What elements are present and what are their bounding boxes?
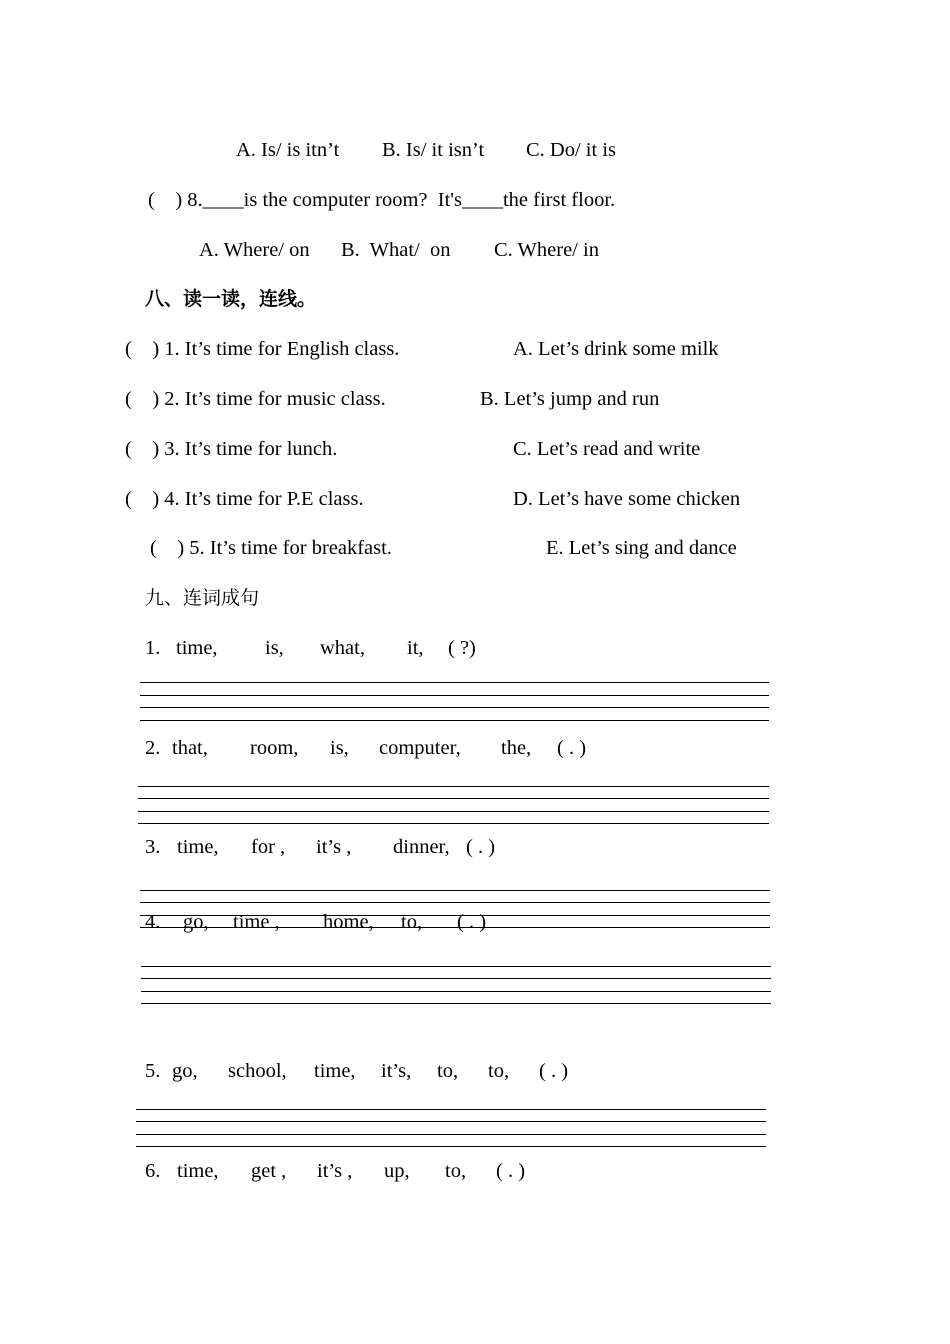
- sentence-1-word: is,: [265, 637, 284, 659]
- sentence-5-word: it’s,: [381, 1060, 412, 1082]
- q8-option-a: A. Where/ on: [199, 239, 310, 261]
- sentence-2-word: room,: [250, 737, 299, 759]
- writing-line[interactable]: [136, 1109, 766, 1110]
- match-right-a: A. Let’s drink some milk: [513, 338, 719, 360]
- writing-line[interactable]: [140, 695, 769, 696]
- sentence-1-number: 1.: [145, 637, 161, 659]
- sentence-6-word: ( . ): [496, 1160, 526, 1182]
- writing-line[interactable]: [141, 1003, 771, 1004]
- q7-option-a: A. Is/ is itn’t: [236, 139, 340, 161]
- sentence-2-number: 2.: [145, 737, 161, 759]
- sentence-4-word: home,: [323, 911, 374, 933]
- sentence-1-word: ( ?): [448, 637, 476, 659]
- sentence-5-number: 5.: [145, 1060, 161, 1082]
- sentence-3-word: ( . ): [466, 836, 496, 858]
- match-left-3: ( ) 3. It’s time for lunch.: [125, 438, 338, 460]
- q8-text-2: the first floor.: [502, 189, 616, 211]
- sentence-6-number: 6.: [145, 1160, 161, 1182]
- sentence-2-word: computer,: [379, 737, 461, 759]
- q8-paren: ( ) 8.: [148, 189, 203, 211]
- match-left-5: ( ) 5. It’s time for breakfast.: [150, 537, 392, 559]
- sentence-2-word: that,: [172, 737, 208, 759]
- q8-text-1: is the computer room? It's: [243, 189, 462, 211]
- writing-line[interactable]: [136, 1134, 766, 1135]
- sentence-3-word: time,: [177, 836, 219, 858]
- writing-line[interactable]: [138, 823, 769, 824]
- sentence-2-word: ( . ): [557, 737, 587, 759]
- sentence-2-word: the,: [501, 737, 532, 759]
- sentence-6-word: time,: [177, 1160, 219, 1182]
- writing-line[interactable]: [140, 720, 769, 721]
- section9-heading: 九、连词成句: [145, 587, 260, 609]
- match-left-1: ( ) 1. It’s time for English class.: [125, 338, 400, 360]
- match-right-d: D. Let’s have some chicken: [513, 488, 741, 510]
- sentence-4-word: to,: [401, 911, 423, 933]
- q7-option-b: B. Is/ it isn’t: [382, 139, 485, 161]
- writing-line[interactable]: [140, 902, 770, 903]
- sentence-2-word: is,: [330, 737, 349, 759]
- sentence-5-word: ( . ): [539, 1060, 569, 1082]
- writing-line[interactable]: [138, 786, 769, 787]
- sentence-5-word: go,: [172, 1060, 198, 1082]
- writing-line[interactable]: [138, 811, 769, 812]
- match-right-e: E. Let’s sing and dance: [546, 537, 737, 559]
- writing-line[interactable]: [141, 978, 771, 979]
- sentence-5-word: school,: [228, 1060, 287, 1082]
- sentence-6-word: get ,: [251, 1160, 287, 1182]
- writing-line[interactable]: [140, 682, 769, 683]
- sentence-1-word: time,: [176, 637, 218, 659]
- writing-line[interactable]: [136, 1146, 766, 1147]
- q8-blank-2[interactable]: ____: [461, 189, 503, 211]
- q8-option-b: B. What/ on: [341, 239, 451, 261]
- sentence-6-word: it’s ,: [317, 1160, 353, 1182]
- section8-heading: 八、读一读，连线。: [145, 288, 317, 310]
- writing-line[interactable]: [136, 1121, 766, 1122]
- sentence-6-word: to,: [445, 1160, 467, 1182]
- sentence-3-word: for ,: [251, 836, 286, 858]
- sentence-4-word: time ,: [233, 911, 280, 933]
- sentence-1-word: what,: [320, 637, 365, 659]
- writing-line[interactable]: [141, 966, 771, 967]
- match-right-c: C. Let’s read and write: [513, 438, 701, 460]
- sentence-4-word: ( . ): [457, 911, 487, 933]
- sentence-4-number: 4.: [145, 911, 161, 933]
- writing-line[interactable]: [141, 991, 771, 992]
- q8-option-c: C. Where/ in: [494, 239, 599, 261]
- q8-question: [148, 190, 615, 211]
- sentence-3-word: dinner,: [393, 836, 450, 858]
- q8-blank-1[interactable]: ____: [202, 189, 244, 211]
- writing-line[interactable]: [140, 890, 770, 891]
- sentence-5-word: to,: [488, 1060, 510, 1082]
- match-right-b: B. Let’s jump and run: [480, 388, 660, 410]
- match-left-4: ( ) 4. It’s time for P.E class.: [125, 488, 364, 510]
- sentence-4-word: go,: [183, 911, 209, 933]
- sentence-3-number: 3.: [145, 836, 161, 858]
- sentence-1-word: it,: [407, 637, 424, 659]
- writing-line[interactable]: [140, 707, 769, 708]
- match-left-2: ( ) 2. It’s time for music class.: [125, 388, 386, 410]
- sentence-3-word: it’s ,: [316, 836, 352, 858]
- sentence-5-word: time,: [314, 1060, 356, 1082]
- q7-option-c: C. Do/ it is: [526, 139, 616, 161]
- sentence-5-word: to,: [437, 1060, 459, 1082]
- writing-line[interactable]: [138, 798, 769, 799]
- sentence-6-word: up,: [384, 1160, 410, 1182]
